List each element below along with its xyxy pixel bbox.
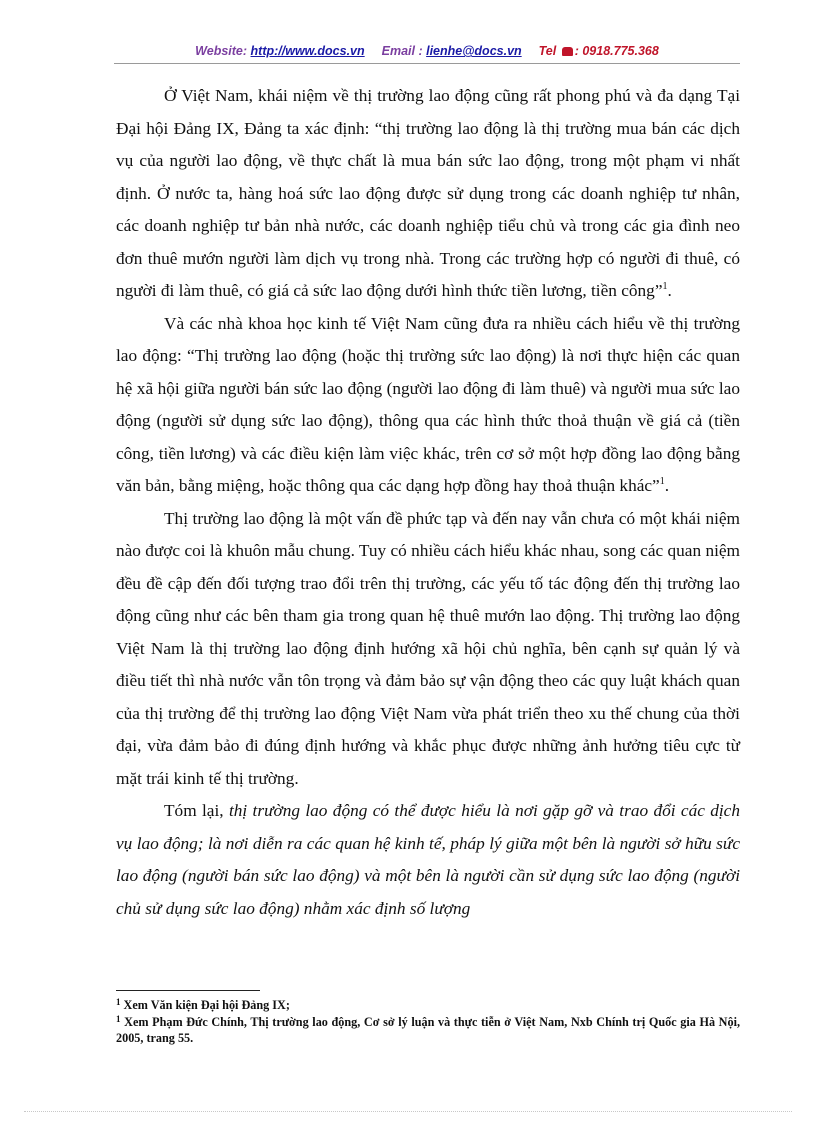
email-label: Email : [381,44,423,58]
document-body [116,80,740,925]
phone-icon [562,47,573,56]
footnotes [116,997,740,1047]
footnote-ref: 1 [659,476,665,487]
footnote-divider [116,990,260,991]
paragraph-lead: Tóm lại, [164,801,229,820]
header-divider [114,63,740,64]
paragraph-3 [116,503,740,796]
tel-label: Tel [538,44,557,58]
page-header [114,44,740,58]
website-label: Website: [195,44,248,58]
paragraph-4 [116,795,740,925]
paragraph-text: Ở Việt Nam, khái niệm về thị trường lao động cũng rất phong phú và đa dạng Tại Đại hội Đảng IX, Đảng ta xác định: “thị trường lao động là thị trường mua bán các dịch vụ của người lao động, về thực chất là mua bán sức lao động, trong một phạm vi nhất định. Ở nước ta, hàng hoá sức lao động được sử dụng trong các doanh nghiệp tư nhân, các doanh nghiệp tư bản nhà nước, các doanh nghiệp tiểu chủ và trong các gia đình neo đơn thuê mướn người làm dịch vụ trong nhà. Trong các trường hợp có người đi thuê, có người đi làm thuê, có giá cả sức lao động dưới hình thức tiền lương, tiền công” [116,86,740,300]
tel-number: : 0918.775.368 [574,44,659,58]
footnote-2: $^1$ Xem Phạm Đức Chính, Thị trường lao động, Cơ sở lý luận và thực tiễn ở Việt Nam, Nxb Chính trị Quốc gia Hà Nội, 2005, trang 55. [116,1013,741,1045]
paragraph-2: Và các nhà khoa học kinh tế Việt Nam cũng đưa ra nhiều cách hiểu về thị trường lao động: “Thị trường lao động (hoặc thị trường sức lao động) là nơi thực hiện các quan hệ xã hội giữa người bán sức lao động (người lao động đi làm thuê) và người mua sức lao động (người sử dụng sức lao động), thông qua các hình thức thoả thuận về giá cả (tiền công, tiền lương) và các điều kiện làm việc khác, trên cơ sở một hợp đồng lao động bằng văn bản, bằng miệng, hoặc thông qua các dạng hợp đồng hay thoả thuận khác”$^1$. [116,313,740,495]
website-link[interactable]: http://www.docs.vn [250,44,365,58]
paragraph-text: Và các nhà khoa học kinh tế Việt Nam cũng đưa ra nhiều cách hiểu về thị trường lao động: “Thị trường lao động (hoặc thị trường sức lao động) là nơi thực hiện các quan hệ xã hội giữa người bán sức lao động (người lao động đi làm thuê) và người mua sức lao động (người sử dụng sức lao động), thông qua các hình thức thoả thuận về giá cả (tiền công, tiền lương) và các điều kiện làm việc khác, trên cơ sở một hợp đồng lao động bằng văn bản, bằng miệng, hoặc thông qua các dạng hợp đồng hay thoả thuận khác” [116,313,740,495]
email-link[interactable]: lienhe@docs.vn [426,44,522,58]
footnote-1: $^1$ Xem Văn kiện Đại hội Đảng IX; [116,997,290,1012]
paragraph-italic-text: thị trường lao động có thể được hiểu là nơi gặp gỡ và trao đổi các dịch vụ lao động; là nơi diễn ra các quan hệ kinh tế, pháp lý giữa một bên là người sở hữu sức lao động (người bán sức lao động) và một bên là người cần sử dụng sức lao động (người chủ sử dụng sức lao động) nhằm xác định số lượng [116,801,740,918]
paragraph-1: Ở Việt Nam, khái niệm về thị trường lao động cũng rất phong phú và đa dạng Tại Đại hội Đảng IX, Đảng ta xác định: “thị trường lao động là thị trường mua bán các dịch vụ của người lao động, về thực chất là mua bán sức lao động, trong một phạm vi nhất định. Ở nước ta, hàng hoá sức lao động được sử dụng trong các doanh nghiệp tư nhân, các doanh nghiệp tư bản nhà nước, các doanh nghiệp tiểu chủ và trong các gia đình neo đơn thuê mướn người làm dịch vụ trong nhà. Trong các trường hợp có người đi thuê, có người đi làm thuê, có giá cả sức lao động dưới hình thức tiền lương, tiền công”$^1$. [116,86,740,300]
paragraph-text: Thị trường lao động là một vấn đề phức tạp và đến nay vẫn chưa có một khái niệm nào được coi là khuôn mẫu chung. Tuy có nhiều cách hiểu khác nhau, song các quan niệm đều đề cập đến đối tượng trao đổi trên thị trường, các yếu tố tác động đến thị trường lao động cũng như các bên tham gia trong quan hệ thuê mướn lao động. Thị trường lao động Việt Nam là thị trường lao động định hướng xã hội chủ nghĩa, bên cạnh sự quản lý và điều tiết thì nhà nước vẫn tôn trọng và đảm bảo sự vận động theo các quy luật khách quan của thị trường để thị trường lao động Việt Nam vừa phát triển theo xu thế chung của thời đại, vừa đảm bảo đi đúng định hướng và khắc phục được những ảnh hưởng tiêu cực từ mặt trái kinh tế thị trường. [116,508,740,788]
footnote-ref: 1 [662,281,668,292]
page-bottom-border [24,1111,792,1112]
